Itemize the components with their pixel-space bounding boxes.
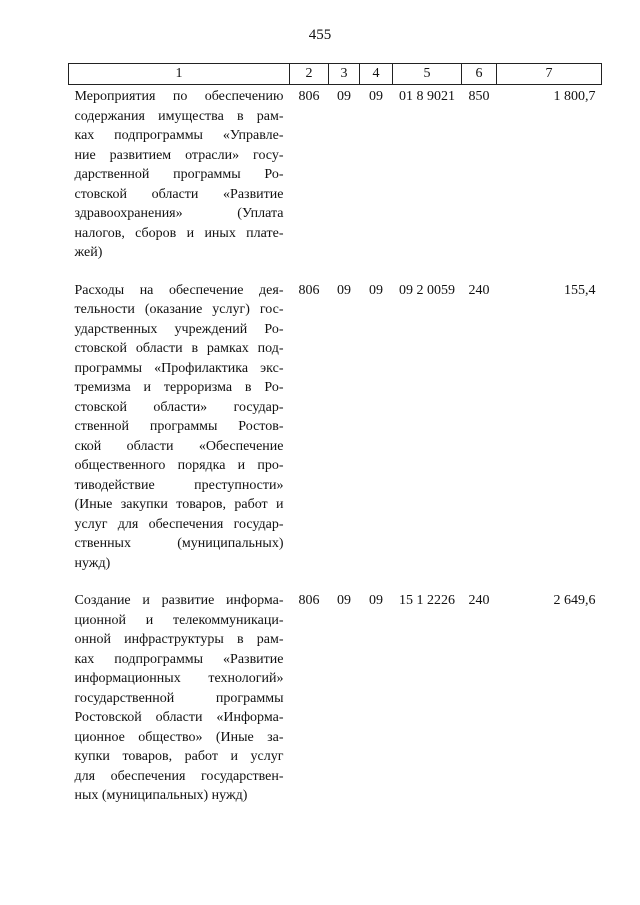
table-row <box>69 589 602 822</box>
description-line: ской области «Обеспечение <box>74 438 284 454</box>
description-line: содержания имущества в рам- <box>74 108 284 124</box>
column-header: 4 <box>360 64 393 85</box>
column-header: 2 <box>290 64 329 85</box>
description-line: дарственной программы Ро- <box>74 167 284 182</box>
ministry-code: 806 <box>298 89 320 104</box>
subsection-code: 09 <box>369 282 383 298</box>
target-article-code: 15 1 2226 <box>399 593 455 608</box>
description-line: стовской области «Развитие <box>74 186 284 202</box>
target-article-code: 01 8 9021 <box>399 89 455 104</box>
description-line: Ростовской области «Информа- <box>74 710 284 725</box>
description-line: тремизма и терроризма в Ро- <box>74 380 284 395</box>
description-line: стовской области» государ- <box>74 399 284 415</box>
section-code: 09 <box>337 89 351 104</box>
description-line: Расходы на обеспечение дея- <box>74 282 284 298</box>
amount-value: 1 800,7 <box>553 89 596 104</box>
description-line: Создание и развитие информа- <box>74 593 284 608</box>
description-line: онной инфраструктуры в рам- <box>74 632 284 647</box>
subsection-code: 09 <box>369 593 383 608</box>
description-line: жей) <box>74 245 103 260</box>
target-article-code: 09 2 0059 <box>399 282 455 298</box>
description-line: здравоохранения» (Уплата <box>74 206 284 221</box>
description-line: для обеспечения государствен- <box>74 768 284 784</box>
description-line: (Иные закупки товаров, работ и <box>74 497 284 512</box>
column-header: 6 <box>462 64 497 85</box>
description-line: государственной программы <box>74 690 284 706</box>
subsection-code: 09 <box>369 89 383 104</box>
budget-table <box>68 63 602 822</box>
description-line: программы «Профилактика экс- <box>74 360 284 376</box>
description-line: налогов, сборов и иных плате- <box>74 225 284 241</box>
section-code: 09 <box>337 593 351 608</box>
row-description <box>69 279 290 590</box>
row-description <box>69 589 290 822</box>
description-line: информационных технологий» <box>74 671 284 686</box>
description-line: тиводействие преступности» <box>74 477 284 493</box>
description-line: общественного порядка и про- <box>74 458 284 473</box>
description-line: ных (муниципальных) нужд) <box>74 788 248 803</box>
ministry-code: 806 <box>298 593 320 608</box>
description-line: ние развитием отрасли» госу- <box>74 147 284 163</box>
amount-value: 2 649,6 <box>553 593 596 608</box>
column-header: 7 <box>497 64 602 85</box>
description-line: ках подпрограммы «Развитие <box>74 651 284 667</box>
description-line: тельности (оказание услуг) гос- <box>74 302 284 317</box>
ministry-code: 806 <box>298 282 320 298</box>
description-line: Мероприятия по обеспечению <box>74 89 284 104</box>
expense-type-code: 240 <box>468 593 490 608</box>
description-line: услуг для обеспечения государ- <box>74 516 284 532</box>
description-line: ционной и телекоммуникаци- <box>74 612 284 628</box>
page-number: 455 <box>308 27 332 43</box>
description-line: стовской области в рамках под- <box>74 341 284 356</box>
description-line: ственной программы Ростов- <box>74 419 284 434</box>
description-line: ках подпрограммы «Управле- <box>74 128 284 143</box>
description-line: ственных (муниципальных) <box>74 536 284 551</box>
amount-value: 155,4 <box>564 282 596 298</box>
expense-type-code: 240 <box>468 282 490 298</box>
description-line: купки товаров, работ и услуг <box>74 749 284 764</box>
description-line: ционное общество» (Иные за- <box>74 729 284 745</box>
column-header: 3 <box>329 64 360 85</box>
expense-type-code: 850 <box>468 89 490 104</box>
column-header: 5 <box>393 64 462 85</box>
header-row <box>69 64 602 85</box>
section-code: 09 <box>337 282 351 298</box>
table-row <box>69 85 602 279</box>
description-line: нужд) <box>74 555 111 571</box>
row-description <box>69 85 290 279</box>
table-row <box>69 279 602 590</box>
column-header: 1 <box>69 64 290 85</box>
description-line: ударственных учреждений Ро- <box>74 321 284 337</box>
